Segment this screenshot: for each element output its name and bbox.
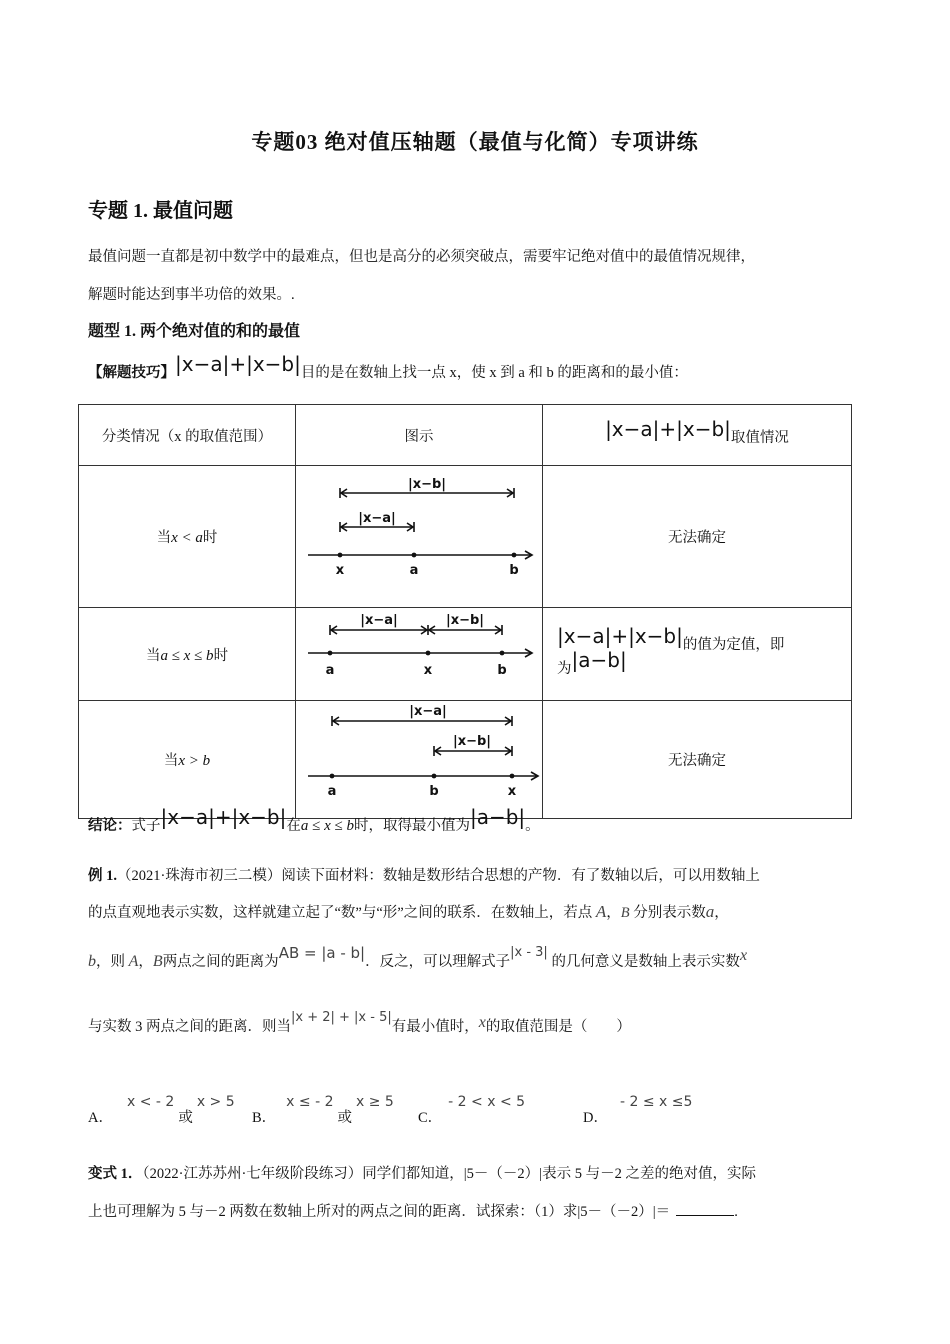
option-b[interactable]	[252, 1090, 394, 1126]
case-3	[79, 701, 296, 819]
cases-table	[78, 404, 852, 819]
example-1-line-1: （2021·珠海市初三二模）阅读下面材料：数轴是数形结合思想的产物．有了数轴以后，可以用数轴上	[117, 868, 760, 884]
conclusion-text-4: 。	[525, 818, 540, 834]
number-line-3	[296, 701, 542, 813]
point-label-3c: x	[507, 784, 517, 799]
variant-1-line-2: 上也可理解为 5 与－2 两数在数轴上所对的两点之间的距离．试探索：（1）求|5－（－2）|＝	[88, 1204, 671, 1220]
number-line-2	[296, 608, 542, 695]
option-a-or: 或	[178, 1110, 193, 1126]
header-expression: |x−a|+|x−b|	[605, 417, 731, 441]
expression-x-minus-3: |x - 3|	[510, 945, 548, 960]
conclusion-text-3: 时，取得最小值为	[353, 818, 470, 834]
tip-expression: |x−a|+|x−b|	[175, 352, 301, 376]
header-values-label: 取值情况	[730, 430, 789, 446]
case-2-condition: a ≤ x ≤ b	[160, 647, 214, 664]
type-heading: 题型 1. 两个绝对值的和的最值	[88, 323, 301, 340]
result-3: 无法确定	[543, 701, 852, 819]
variant-1-label: 变式 1．	[88, 1166, 143, 1182]
option-d[interactable]	[583, 1090, 693, 1126]
expression-sum: |x + 2| + |x - 5|	[291, 1010, 392, 1025]
diagram-1	[296, 466, 543, 608]
case-3-prefix: 当	[163, 753, 179, 769]
point-label-3a: a	[327, 784, 337, 799]
example-1: 例 1.（2021·珠海市初三二模）阅读下面材料：数轴是数形结合思想的产物．有了数轴以后，可以用数轴上 的点直观地表示实数，这样就建立起了“数”与“形”之间的联系．在数轴上，若点 A，B 分别表示数a， b，则 A，B两点之间的距离为AB = |a - b|．反之，可以理解式子|x - 3| 的几何意义是数轴上表示实数x 与实数 3 两点之间的距离．则当|x + 2| + |x - 5|有最小值时，x的取值范围是（ ）	[88, 868, 760, 1035]
answer-blank[interactable]	[676, 1201, 734, 1216]
diagram-3	[296, 701, 543, 819]
span-label-3b: |x−b|	[452, 734, 492, 749]
example-1-line-3b: 两点之间的距离为	[162, 954, 279, 970]
option-d-expr: - 2 ≤ x ≤5	[619, 1094, 693, 1110]
conclusion-condition: a ≤ x ≤ b	[300, 818, 354, 834]
option-c-expr: - 2 < x < 5	[448, 1094, 526, 1110]
span-label-2b: |x−b|	[445, 613, 485, 628]
case-1-prefix: 当	[156, 530, 172, 546]
conclusion-expression: |x−a|+|x−b|	[160, 805, 287, 829]
page-title: 专题03 绝对值压轴题（最值与化简）专项讲练	[251, 130, 699, 154]
variant-1-line-1: （2022·江苏苏州·七年级阶段练习）同学们都知道，|5－（－2）|表示 5 与－2 之差的绝对值，实际	[142, 1166, 756, 1182]
point-label-2b: x	[423, 663, 433, 678]
option-a[interactable]	[88, 1090, 235, 1126]
point-A: A	[595, 902, 607, 921]
example-1-line-3a: ，则	[96, 954, 125, 970]
case-1-condition: x < a	[171, 530, 203, 546]
example-1-line-3c: ．反之，可以理解式子	[365, 954, 511, 970]
conclusion-min-value: |a−b|	[469, 805, 526, 829]
variant-1	[88, 1162, 868, 1224]
point-label-2a: a	[325, 663, 335, 678]
case-1-suffix: 时	[202, 530, 218, 546]
variable-x: x	[739, 947, 748, 964]
example-1-label: 例 1.	[88, 868, 117, 884]
case-2	[79, 608, 296, 701]
point-label-2c: b	[497, 663, 507, 678]
intro-line-1: 最值问题一直都是初中数学中的最难点，但也是高分的必须突破点，需要牢记绝对值中的最值情况规律，	[88, 249, 755, 265]
number-a: a	[705, 902, 715, 921]
conclusion	[88, 805, 540, 839]
result-2	[543, 608, 852, 701]
intro-paragraph	[88, 238, 863, 314]
case-2-suffix: 时	[213, 647, 229, 664]
case-3-condition: x > b	[178, 753, 211, 769]
option-a-expr-2: x > 5	[196, 1094, 235, 1110]
number-b: b	[88, 953, 96, 970]
option-b-expr-1: x ≤ - 2	[286, 1094, 334, 1110]
header-cases: 分类情况（x 的取值范围）	[79, 405, 296, 466]
option-a-expr-1: x < - 2	[126, 1094, 175, 1110]
example-1-line-4c: 的取值范围是（ ）	[485, 1019, 631, 1035]
example-1-line-4a: 与实数 3 两点之间的距离．则当	[88, 1019, 291, 1035]
conclusion-label: 结论：	[88, 818, 132, 834]
section-heading: 专题 1. 最值问题	[88, 200, 233, 222]
result-1: 无法确定	[543, 466, 852, 608]
result-2-text: 的值为定值，即为	[557, 637, 785, 677]
case-2-prefix: 当	[145, 647, 161, 664]
option-b-expr-2: x ≥ 5	[356, 1094, 394, 1110]
span-label-1a: |x−b|	[407, 477, 447, 492]
span-label-2a: |x−a|	[360, 613, 398, 628]
result-2-expression: |x−a|+|x−b|	[557, 624, 683, 648]
option-d-letter: D．	[583, 1110, 608, 1126]
intro-line-2: 解题时能达到事半功倍的效果。.	[88, 287, 295, 303]
header-diagram: 图示	[296, 405, 543, 466]
example-1-line-2a: 的点直观地表示实数，这样就建立起了“数”与“形”之间的联系．在数轴上，若点	[88, 905, 593, 921]
point-label-1b: a	[409, 563, 419, 578]
conclusion-text-2: 在	[286, 818, 301, 834]
point-label-1a: x	[335, 563, 345, 578]
number-line-1	[296, 466, 542, 602]
conclusion-text-1: 式子	[131, 818, 161, 834]
diagram-2	[296, 608, 543, 701]
option-b-letter: B．	[252, 1110, 277, 1126]
example-1-line-2b: 分别表示数	[633, 905, 706, 921]
example-1-line-4b: 有最小值时，	[391, 1019, 479, 1035]
tip-label: 【解题技巧】	[88, 365, 175, 381]
result-2-value: |a−b|	[571, 648, 627, 672]
span-label-1b: |x−a|	[358, 511, 396, 526]
option-b-or: 或	[337, 1110, 352, 1126]
point-label-3b: b	[429, 784, 439, 799]
option-c[interactable]	[418, 1090, 526, 1126]
option-a-letter: A．	[88, 1110, 113, 1126]
header-values	[543, 405, 852, 466]
example-1-line-3d: 的几何意义是数轴上表示实数	[551, 954, 740, 970]
point-label-1c: b	[509, 563, 519, 578]
tip-text: 目的是在数轴上找一点 x，使 x 到 a 和 b 的距离和的最小值：	[300, 365, 688, 381]
distance-formula: AB = |a - b|	[278, 944, 366, 962]
point-B: B	[620, 905, 630, 921]
variant-1-end: .	[734, 1204, 738, 1220]
span-label-3a: |x−a|	[409, 704, 447, 719]
option-c-letter: C．	[418, 1110, 443, 1126]
tip-line	[88, 352, 688, 382]
case-1	[79, 466, 296, 608]
